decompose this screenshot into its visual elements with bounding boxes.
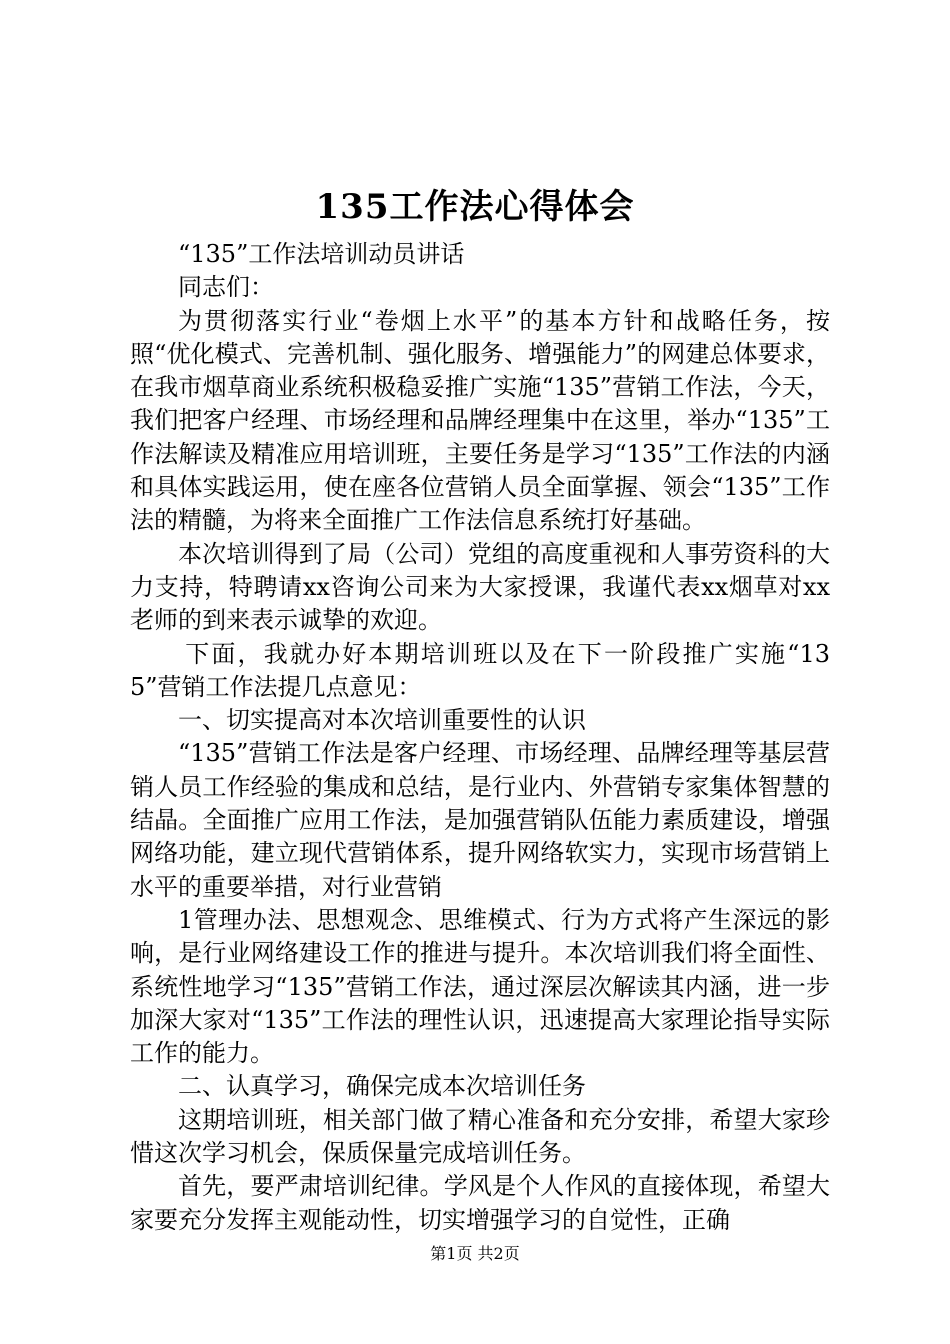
section-heading-1: 一、切实提高对本次培训重要性的认识 bbox=[178, 706, 586, 735]
paragraph-speech-heading: “135”工作法培训动员讲话 bbox=[178, 240, 465, 268]
document-title: 135工作法心得体会 bbox=[315, 187, 635, 227]
section-heading-2: 二、认真学习，确保完成本次培训任务 bbox=[178, 1072, 586, 1101]
paragraph-discipline: 首先，要严肃培训纪律。学风是个人作风的直接体现，希望大家要充分发挥主观能动性，切实增强学习的自觉性，正确 bbox=[130, 1172, 830, 1234]
paragraph-impact: 1管理办法、思想观念、思维模式、行为方式将产生深远的影响，是行业网络建设工作的推进与提升。本次培训我们将全面性、系统性地学习“135”营销工作法，通过深层次解读其内涵，进一步加深大家对“135”工作法的理性认识，迅速提高大家理论指导实际工作的能力。 bbox=[130, 905, 830, 1068]
paragraph-support: 本次培训得到了局（公司）党组的高度重视和人事劳资科的大力支持，特聘请xx咨询公司来为大家授课，我谨代表xx烟草对xx老师的到来表示诚挚的欢迎。 bbox=[130, 539, 830, 635]
paragraph-preparation: 这期培训班，相关部门做了精心准备和充分安排，希望大家珍惜这次学习机会，保质保量完成培训任务。 bbox=[130, 1105, 830, 1168]
paragraph-opinions: 下面，我就办好本期培训班以及在下一阶段推广实施“135”营销工作法提几点意见： bbox=[130, 639, 830, 701]
paragraph-importance: “135”营销工作法是客户经理、市场经理、品牌经理等基层营销人员工作经验的集成和总结，是行业内、外营销专家集体智慧的结晶。全面推广应用工作法，是加强营销队伍能力素质建设，增强网络功能，建立现代营销体系，提升网络软实力，实现市场营销上水平的重要举措，对行业营销 bbox=[130, 739, 830, 901]
page-number-footer: 第1页 共2页 bbox=[430, 1244, 520, 1263]
paragraph-greeting: 同志们： bbox=[178, 273, 274, 302]
document-body bbox=[130, 238, 830, 1237]
paragraph-intro: 为贯彻落实行业“卷烟上水平”的基本方针和战略任务，按照“优化模式、完善机制、强化服务、增强能力”的网建总体要求，在我市烟草商业系统积极稳妥推广实施“135”营销工作法，今天，我们把客户经理、市场经理和品牌经理集中在这里，举办“135”工作法解读及精准应用培训班，主要任务是学习“135”工作法的内涵和具体实践运用，使在座各位营销人员全面掌握、领会“135”工作法的精髓，为将来全面推广工作法信息系统打好基础。 bbox=[130, 306, 830, 535]
